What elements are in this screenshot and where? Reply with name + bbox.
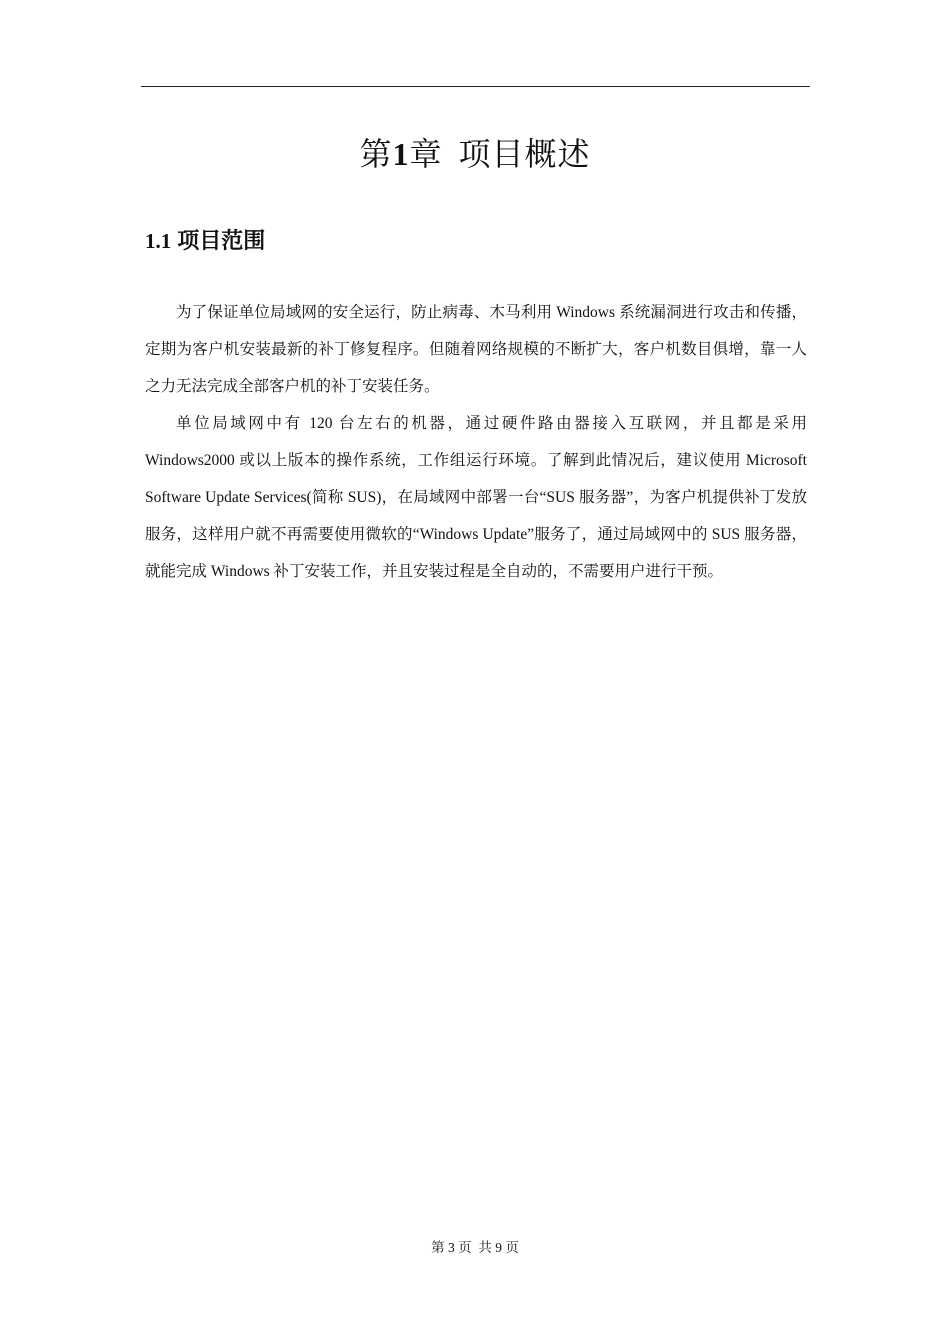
- chapter-suffix: 章: [409, 135, 443, 173]
- chapter-prefix: 第: [359, 135, 393, 173]
- paragraph: 单位局域网中有 120 台左右的机器，通过硬件路由器接入互联网，并且都是采用 Windows2000 或以上版本的操作系统，工作组运行环境。了解到此情况后，建议使用 Microsoft Software Update Services(简称 SUS)，在局域网中部署一台“SUS 服务器”，为客户机提供补丁发放服务，这样用户就不再需要使用微软的“Windows Update”服务了，通过局域网中的 SUS 服务器，就能完成 Windows 补丁安装工作，并且安装过程是全自动的，不需要用户进行干预。: [145, 415, 807, 580]
- chapter-number: 1: [392, 136, 410, 172]
- section-title-text: 项目范围: [177, 229, 266, 254]
- chapter-title-text: 项目概述: [458, 135, 591, 173]
- section-heading: [145, 225, 265, 258]
- section-number: 1.1: [145, 229, 172, 253]
- body-text: [145, 294, 807, 590]
- page-footer: [0, 1238, 950, 1258]
- chapter-title: [0, 132, 950, 176]
- page-number-label: 第 3 页: [431, 1240, 472, 1255]
- paragraph: 为了保证单位局域网的安全运行，防止病毒、木马利用 Windows 系统漏洞进行攻击和传播，定期为客户机安装最新的补丁修复程序。但随着网络规模的不断扩大，客户机数目俱增，靠一人之力无法完成全部客户机的补丁安装任务。: [145, 304, 807, 395]
- page-total-label: 共 9 页: [478, 1240, 519, 1255]
- header-rule: [141, 86, 810, 87]
